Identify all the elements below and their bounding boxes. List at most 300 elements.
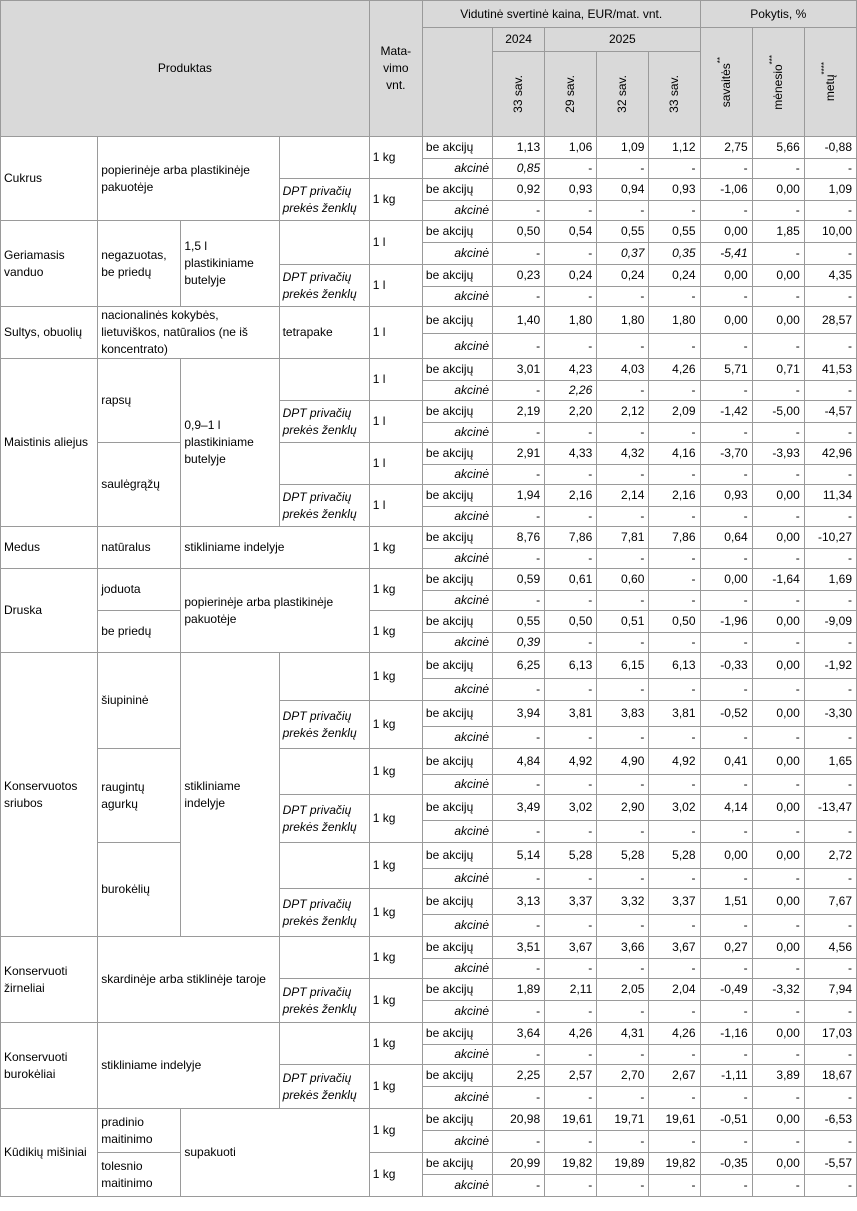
cell-chg-month: 0,00 xyxy=(752,937,804,959)
cell-p2024-w33: - xyxy=(493,821,545,843)
cell-price-type: be akcijų xyxy=(422,307,492,334)
cell-unit: 1 kg xyxy=(369,701,422,749)
cell-chg-year: - xyxy=(804,1131,856,1153)
header-week-2024-33: 33 sav. xyxy=(493,52,545,137)
cell-chg-week: - xyxy=(700,465,752,485)
cell-p2024-w33: 2,19 xyxy=(493,401,545,423)
cell-package: 0,9–1 l plastikiniame butelyje xyxy=(181,359,279,527)
table-row xyxy=(1,1023,857,1045)
cell-brand: DPT privačių prekės ženklų xyxy=(279,485,369,527)
cell-p2024-w33: - xyxy=(493,1001,545,1023)
cell-p2025-w29: 4,26 xyxy=(545,1023,597,1045)
cell-chg-month: 0,00 xyxy=(752,307,804,334)
cell-price-type: be akcijų xyxy=(422,749,492,775)
cell-p2025-w29: 2,26 xyxy=(545,381,597,401)
cell-p2025-w33: - xyxy=(649,591,700,611)
cell-chg-year: - xyxy=(804,1175,856,1197)
cell-chg-year: 18,67 xyxy=(804,1065,856,1087)
cell-p2025-w32: - xyxy=(597,679,649,701)
cell-price-type: be akcijų xyxy=(422,137,492,159)
cell-p2024-w33: 0,23 xyxy=(493,265,545,287)
cell-p2024-w33: 20,99 xyxy=(493,1153,545,1175)
cell-brand xyxy=(279,749,369,795)
cell-p2025-w29: 0,54 xyxy=(545,221,597,243)
cell-p2025-w32: 2,14 xyxy=(597,485,649,507)
cell-p2024-w33: 0,92 xyxy=(493,179,545,201)
cell-p2025-w32: 5,28 xyxy=(597,843,649,869)
header-chg-year: metų**** xyxy=(804,28,856,137)
table-row xyxy=(1,137,857,159)
cell-p2025-w33: 4,16 xyxy=(649,443,700,465)
cell-p2025-w29: - xyxy=(545,915,597,937)
cell-p2025-w33: 4,26 xyxy=(649,359,700,381)
cell-chg-week: 0,41 xyxy=(700,749,752,775)
cell-p2024-w33: 0,39 xyxy=(493,633,545,653)
cell-chg-year: - xyxy=(804,1001,856,1023)
cell-p2025-w29: 3,02 xyxy=(545,795,597,821)
header-year-2024: 2024 xyxy=(493,28,545,52)
cell-chg-year: -13,47 xyxy=(804,795,856,821)
cell-chg-month: - xyxy=(752,591,804,611)
cell-price-type: akcinė xyxy=(422,201,492,221)
cell-unit: 1 kg xyxy=(369,843,422,889)
table-row xyxy=(1,359,857,381)
cell-product: Konservuotos sriubos xyxy=(1,653,98,937)
cell-chg-year: 17,03 xyxy=(804,1023,856,1045)
cell-p2024-w33: 1,94 xyxy=(493,485,545,507)
cell-p2025-w33: - xyxy=(649,679,700,701)
table-row xyxy=(1,307,857,334)
cell-p2024-w33: - xyxy=(493,869,545,889)
cell-p2025-w33: - xyxy=(649,869,700,889)
cell-unit: 1 kg xyxy=(369,1153,422,1197)
cell-p2024-w33: - xyxy=(493,549,545,569)
cell-chg-year: 7,67 xyxy=(804,889,856,915)
cell-chg-week: - xyxy=(700,1131,752,1153)
cell-brand: DPT privačių prekės ženklų xyxy=(279,265,369,307)
cell-chg-month: - xyxy=(752,507,804,527)
cell-p2024-w33: - xyxy=(493,959,545,979)
header-unit: Mata- vimo vnt. xyxy=(369,1,422,137)
table-body xyxy=(1,137,857,1197)
cell-unit: 1 kg xyxy=(369,889,422,937)
cell-p2024-w33: 3,94 xyxy=(493,701,545,727)
cell-p2025-w33: 0,24 xyxy=(649,265,700,287)
header-product: Produktas xyxy=(1,1,370,137)
cell-p2025-w32: 4,32 xyxy=(597,443,649,465)
cell-brand xyxy=(279,443,369,485)
header-chg-month: mėnesio*** xyxy=(752,28,804,137)
cell-price-type: be akcijų xyxy=(422,653,492,679)
cell-p2025-w29: - xyxy=(545,775,597,795)
cell-chg-year: -0,88 xyxy=(804,137,856,159)
cell-p2025-w33: - xyxy=(649,1175,700,1197)
cell-price-type: be akcijų xyxy=(422,1023,492,1045)
cell-p2025-w29: - xyxy=(545,1001,597,1023)
cell-chg-week: -3,70 xyxy=(700,443,752,465)
cell-p2025-w29: - xyxy=(545,633,597,653)
cell-p2024-w33: 5,14 xyxy=(493,843,545,869)
cell-chg-year: -5,57 xyxy=(804,1153,856,1175)
cell-price-type: be akcijų xyxy=(422,265,492,287)
cell-p2024-w33: - xyxy=(493,1087,545,1109)
cell-price-type: be akcijų xyxy=(422,1153,492,1175)
cell-p2024-w33: - xyxy=(493,679,545,701)
cell-chg-week: - xyxy=(700,679,752,701)
cell-p2025-w32: 2,90 xyxy=(597,795,649,821)
cell-variant: negazuotas, be priedų xyxy=(98,221,181,307)
cell-p2025-w32: - xyxy=(597,959,649,979)
cell-product: Medus xyxy=(1,527,98,569)
cell-p2025-w33: - xyxy=(649,727,700,749)
cell-p2025-w32: 0,37 xyxy=(597,243,649,265)
cell-chg-week: - xyxy=(700,1001,752,1023)
cell-p2025-w32: 4,31 xyxy=(597,1023,649,1045)
cell-chg-month: - xyxy=(752,821,804,843)
cell-chg-year: -1,92 xyxy=(804,653,856,679)
cell-p2024-w33: 3,51 xyxy=(493,937,545,959)
cell-p2025-w33: - xyxy=(649,549,700,569)
cell-p2025-w29: - xyxy=(545,591,597,611)
table-row xyxy=(1,1153,857,1175)
table-row xyxy=(1,937,857,959)
cell-p2024-w33: - xyxy=(493,775,545,795)
cell-chg-year: - xyxy=(804,159,856,179)
cell-chg-year: - xyxy=(804,727,856,749)
table-row xyxy=(1,443,857,465)
cell-price-type: akcinė xyxy=(422,243,492,265)
cell-p2025-w29: 5,28 xyxy=(545,843,597,869)
cell-p2024-w33: 2,91 xyxy=(493,443,545,465)
cell-price-type: be akcijų xyxy=(422,485,492,507)
cell-chg-week: 1,51 xyxy=(700,889,752,915)
cell-p2025-w33: - xyxy=(649,915,700,937)
cell-chg-week: - xyxy=(700,1087,752,1109)
cell-brand: DPT privačių prekės ženklų xyxy=(279,1065,369,1109)
cell-chg-year: 1,09 xyxy=(804,179,856,201)
cell-p2025-w32: - xyxy=(597,775,649,795)
cell-chg-month: 3,89 xyxy=(752,1065,804,1087)
cell-chg-month: 0,00 xyxy=(752,1109,804,1131)
cell-unit: 1 kg xyxy=(369,179,422,221)
cell-price-type: be akcijų xyxy=(422,221,492,243)
cell-brand xyxy=(279,221,369,265)
cell-unit: 1 l xyxy=(369,307,422,359)
cell-chg-month: 0,00 xyxy=(752,485,804,507)
cell-chg-month: -3,32 xyxy=(752,979,804,1001)
cell-p2025-w33: 2,04 xyxy=(649,979,700,1001)
cell-variant: raugintų agurkų xyxy=(98,749,181,843)
cell-p2025-w32: - xyxy=(597,381,649,401)
cell-variant: saulėgrąžų xyxy=(98,443,181,527)
cell-p2025-w32: 19,89 xyxy=(597,1153,649,1175)
table-row xyxy=(1,843,857,869)
cell-unit: 1 kg xyxy=(369,795,422,843)
cell-p2025-w32: 0,55 xyxy=(597,221,649,243)
cell-p2025-w33: 3,02 xyxy=(649,795,700,821)
cell-chg-month: 0,71 xyxy=(752,359,804,381)
cell-p2025-w29: - xyxy=(545,959,597,979)
cell-chg-year: - xyxy=(804,633,856,653)
cell-p2025-w29: 3,81 xyxy=(545,701,597,727)
cell-chg-month: - xyxy=(752,1087,804,1109)
cell-p2025-w32: 7,81 xyxy=(597,527,649,549)
cell-chg-month: 0,00 xyxy=(752,1023,804,1045)
cell-p2025-w33: - xyxy=(649,1045,700,1065)
cell-price-type: akcinė xyxy=(422,507,492,527)
cell-chg-week: - xyxy=(700,201,752,221)
cell-p2025-w33: 0,35 xyxy=(649,243,700,265)
cell-chg-month: - xyxy=(752,1175,804,1197)
cell-p2025-w32: - xyxy=(597,1045,649,1065)
cell-chg-month: - xyxy=(752,549,804,569)
cell-p2025-w33: - xyxy=(649,959,700,979)
cell-brand xyxy=(279,843,369,889)
cell-chg-week: - xyxy=(700,334,752,359)
cell-p2025-w29: 2,11 xyxy=(545,979,597,1001)
cell-chg-week: - xyxy=(700,1175,752,1197)
cell-p2025-w29: 0,93 xyxy=(545,179,597,201)
cell-chg-month: 0,00 xyxy=(752,179,804,201)
cell-chg-week: -1,42 xyxy=(700,401,752,423)
cell-unit: 1 kg xyxy=(369,527,422,569)
cell-p2025-w32: - xyxy=(597,821,649,843)
cell-p2025-w32: 3,66 xyxy=(597,937,649,959)
cell-price-type: akcinė xyxy=(422,159,492,179)
cell-brand xyxy=(279,1023,369,1065)
cell-price-type: be akcijų xyxy=(422,843,492,869)
cell-chg-week: 4,14 xyxy=(700,795,752,821)
cell-variant: tolesnio maitinimo xyxy=(98,1153,181,1197)
cell-chg-month: - xyxy=(752,727,804,749)
cell-chg-year: - xyxy=(804,1087,856,1109)
cell-p2024-w33: 0,85 xyxy=(493,159,545,179)
cell-p2025-w32: - xyxy=(597,727,649,749)
cell-p2025-w33: 19,82 xyxy=(649,1153,700,1175)
cell-p2025-w32: - xyxy=(597,423,649,443)
cell-variant: skardinėje arba stiklinėje taroje xyxy=(98,937,279,1023)
cell-chg-year: 11,34 xyxy=(804,485,856,507)
cell-chg-month: -1,64 xyxy=(752,569,804,591)
cell-p2025-w32: - xyxy=(597,507,649,527)
cell-p2025-w33: 19,61 xyxy=(649,1109,700,1131)
cell-package: stikliniame indelyje xyxy=(181,527,369,569)
cell-variant: natūralus xyxy=(98,527,181,569)
header-price: Vidutinė svertinė kaina, EUR/mat. vnt. xyxy=(422,1,700,28)
cell-p2025-w32: 0,24 xyxy=(597,265,649,287)
cell-variant: nacionalinės kokybės, lietuviškos, natūralios (ne iš koncentrato) xyxy=(98,307,279,359)
cell-p2025-w32: 0,94 xyxy=(597,179,649,201)
header-year-2025: 2025 xyxy=(545,28,700,52)
cell-price-type: be akcijų xyxy=(422,795,492,821)
cell-p2024-w33: - xyxy=(493,287,545,307)
cell-p2025-w32: 4,03 xyxy=(597,359,649,381)
cell-price-type: akcinė xyxy=(422,915,492,937)
cell-variant: pradinio maitinimo xyxy=(98,1109,181,1153)
cell-brand xyxy=(279,937,369,979)
cell-unit: 1 kg xyxy=(369,979,422,1023)
cell-chg-week: -0,51 xyxy=(700,1109,752,1131)
cell-p2025-w33: 1,12 xyxy=(649,137,700,159)
cell-price-type: be akcijų xyxy=(422,1109,492,1131)
cell-chg-year: - xyxy=(804,287,856,307)
cell-p2025-w32: 19,71 xyxy=(597,1109,649,1131)
cell-chg-week: - xyxy=(700,633,752,653)
cell-unit: 1 l xyxy=(369,265,422,307)
cell-p2024-w33: - xyxy=(493,1175,545,1197)
cell-p2025-w32: - xyxy=(597,159,649,179)
cell-p2025-w32: 2,05 xyxy=(597,979,649,1001)
cell-p2025-w33: - xyxy=(649,775,700,795)
header-price-type-blank xyxy=(422,28,492,137)
cell-p2025-w29: 4,23 xyxy=(545,359,597,381)
cell-chg-week: - xyxy=(700,1045,752,1065)
cell-p2025-w29: 4,92 xyxy=(545,749,597,775)
cell-p2024-w33: - xyxy=(493,591,545,611)
cell-p2024-w33: 6,25 xyxy=(493,653,545,679)
cell-chg-week: - xyxy=(700,287,752,307)
cell-chg-year: - xyxy=(804,591,856,611)
cell-chg-year: - xyxy=(804,915,856,937)
cell-p2024-w33: 1,13 xyxy=(493,137,545,159)
cell-p2025-w33: 1,80 xyxy=(649,307,700,334)
cell-p2025-w32: - xyxy=(597,1131,649,1153)
cell-p2025-w29: 7,86 xyxy=(545,527,597,549)
cell-p2024-w33: 3,01 xyxy=(493,359,545,381)
cell-chg-week: -0,35 xyxy=(700,1153,752,1175)
cell-p2025-w29: 1,80 xyxy=(545,307,597,334)
cell-p2025-w29: 19,82 xyxy=(545,1153,597,1175)
cell-chg-week: 0,00 xyxy=(700,221,752,243)
cell-chg-week: -1,16 xyxy=(700,1023,752,1045)
cell-chg-month: 0,00 xyxy=(752,795,804,821)
cell-price-type: akcinė xyxy=(422,423,492,443)
cell-p2025-w33: 0,50 xyxy=(649,611,700,633)
header-week-2025-32: 32 sav. xyxy=(597,52,649,137)
table-row xyxy=(1,749,857,775)
cell-p2025-w32: 0,51 xyxy=(597,611,649,633)
cell-p2025-w29: - xyxy=(545,549,597,569)
cell-chg-month: - xyxy=(752,633,804,653)
cell-p2025-w32: - xyxy=(597,334,649,359)
cell-chg-year: -9,09 xyxy=(804,611,856,633)
cell-chg-year: 2,72 xyxy=(804,843,856,869)
cell-unit: 1 kg xyxy=(369,937,422,979)
cell-p2025-w33: - xyxy=(649,465,700,485)
cell-price-type: akcinė xyxy=(422,959,492,979)
cell-p2025-w29: - xyxy=(545,159,597,179)
cell-p2025-w33: - xyxy=(649,287,700,307)
cell-price-type: akcinė xyxy=(422,287,492,307)
cell-chg-year: 4,56 xyxy=(804,937,856,959)
cell-unit: 1 l xyxy=(369,401,422,443)
cell-unit: 1 kg xyxy=(369,653,422,701)
cell-chg-year: - xyxy=(804,201,856,221)
cell-product: Sultys, obuolių xyxy=(1,307,98,359)
cell-chg-month: -5,00 xyxy=(752,401,804,423)
cell-price-type: be akcijų xyxy=(422,527,492,549)
cell-price-type: be akcijų xyxy=(422,937,492,959)
cell-chg-week: -0,52 xyxy=(700,701,752,727)
cell-brand: DPT privačių prekės ženklų xyxy=(279,701,369,749)
cell-p2025-w29: - xyxy=(545,201,597,221)
cell-p2024-w33: 0,50 xyxy=(493,221,545,243)
cell-p2024-w33: 4,84 xyxy=(493,749,545,775)
cell-price-type: akcinė xyxy=(422,1131,492,1153)
cell-variant: stikliniame indelyje xyxy=(98,1023,279,1109)
cell-brand xyxy=(279,653,369,701)
cell-price-type: akcinė xyxy=(422,821,492,843)
cell-chg-month: - xyxy=(752,423,804,443)
cell-package: stikliniame indelyje xyxy=(181,653,279,937)
cell-price-type: be akcijų xyxy=(422,979,492,1001)
cell-unit: 1 l xyxy=(369,221,422,265)
header-chg-week: savaitės** xyxy=(700,28,752,137)
cell-p2025-w33: 0,55 xyxy=(649,221,700,243)
cell-p2024-w33: 20,98 xyxy=(493,1109,545,1131)
cell-p2025-w29: 2,57 xyxy=(545,1065,597,1087)
cell-chg-month: - xyxy=(752,465,804,485)
cell-p2025-w33: - xyxy=(649,633,700,653)
table-row xyxy=(1,1109,857,1131)
cell-chg-month: - xyxy=(752,287,804,307)
cell-chg-month: - xyxy=(752,201,804,221)
cell-chg-week: - xyxy=(700,869,752,889)
cell-p2025-w32: - xyxy=(597,869,649,889)
cell-p2025-w32: - xyxy=(597,591,649,611)
cell-chg-month: 0,00 xyxy=(752,611,804,633)
cell-variant: popierinėje arba plastikinėje pakuotėje xyxy=(98,137,279,221)
cell-p2025-w32: - xyxy=(597,633,649,653)
cell-p2025-w32: - xyxy=(597,201,649,221)
cell-p2025-w33: - xyxy=(649,381,700,401)
cell-chg-week: -0,49 xyxy=(700,979,752,1001)
cell-p2024-w33: - xyxy=(493,727,545,749)
cell-p2025-w33: 2,67 xyxy=(649,1065,700,1087)
cell-p2025-w29: 0,50 xyxy=(545,611,597,633)
cell-p2025-w29: - xyxy=(545,1131,597,1153)
cell-price-type: akcinė xyxy=(422,869,492,889)
cell-p2025-w29: 0,61 xyxy=(545,569,597,591)
cell-variant: šiupininė xyxy=(98,653,181,749)
cell-p2025-w29: - xyxy=(545,679,597,701)
cell-chg-year: -4,57 xyxy=(804,401,856,423)
cell-p2024-w33: - xyxy=(493,381,545,401)
cell-chg-week: 0,00 xyxy=(700,265,752,287)
cell-chg-week: -0,33 xyxy=(700,653,752,679)
cell-price-type: akcinė xyxy=(422,679,492,701)
cell-p2025-w33: - xyxy=(649,334,700,359)
cell-price-type: akcinė xyxy=(422,1175,492,1197)
cell-chg-year: 41,53 xyxy=(804,359,856,381)
cell-p2025-w33: - xyxy=(649,1131,700,1153)
cell-product: Geriamasis vanduo xyxy=(1,221,98,307)
cell-brand: DPT privačių prekės ženklų xyxy=(279,401,369,443)
cell-chg-week: 0,27 xyxy=(700,937,752,959)
cell-p2025-w32: 2,70 xyxy=(597,1065,649,1087)
cell-p2025-w32: - xyxy=(597,287,649,307)
cell-p2025-w29: 6,13 xyxy=(545,653,597,679)
cell-unit: 1 l xyxy=(369,359,422,401)
cell-unit: 1 kg xyxy=(369,1023,422,1065)
cell-chg-year: 1,65 xyxy=(804,749,856,775)
cell-product: Konservuoti žirneliai xyxy=(1,937,98,1023)
cell-chg-month: - xyxy=(752,159,804,179)
cell-product: Konservuoti burokėliai xyxy=(1,1023,98,1109)
cell-chg-week: - xyxy=(700,727,752,749)
cell-package: popierinėje arba plastikinėje pakuotėje xyxy=(181,569,369,653)
cell-chg-month: - xyxy=(752,959,804,979)
